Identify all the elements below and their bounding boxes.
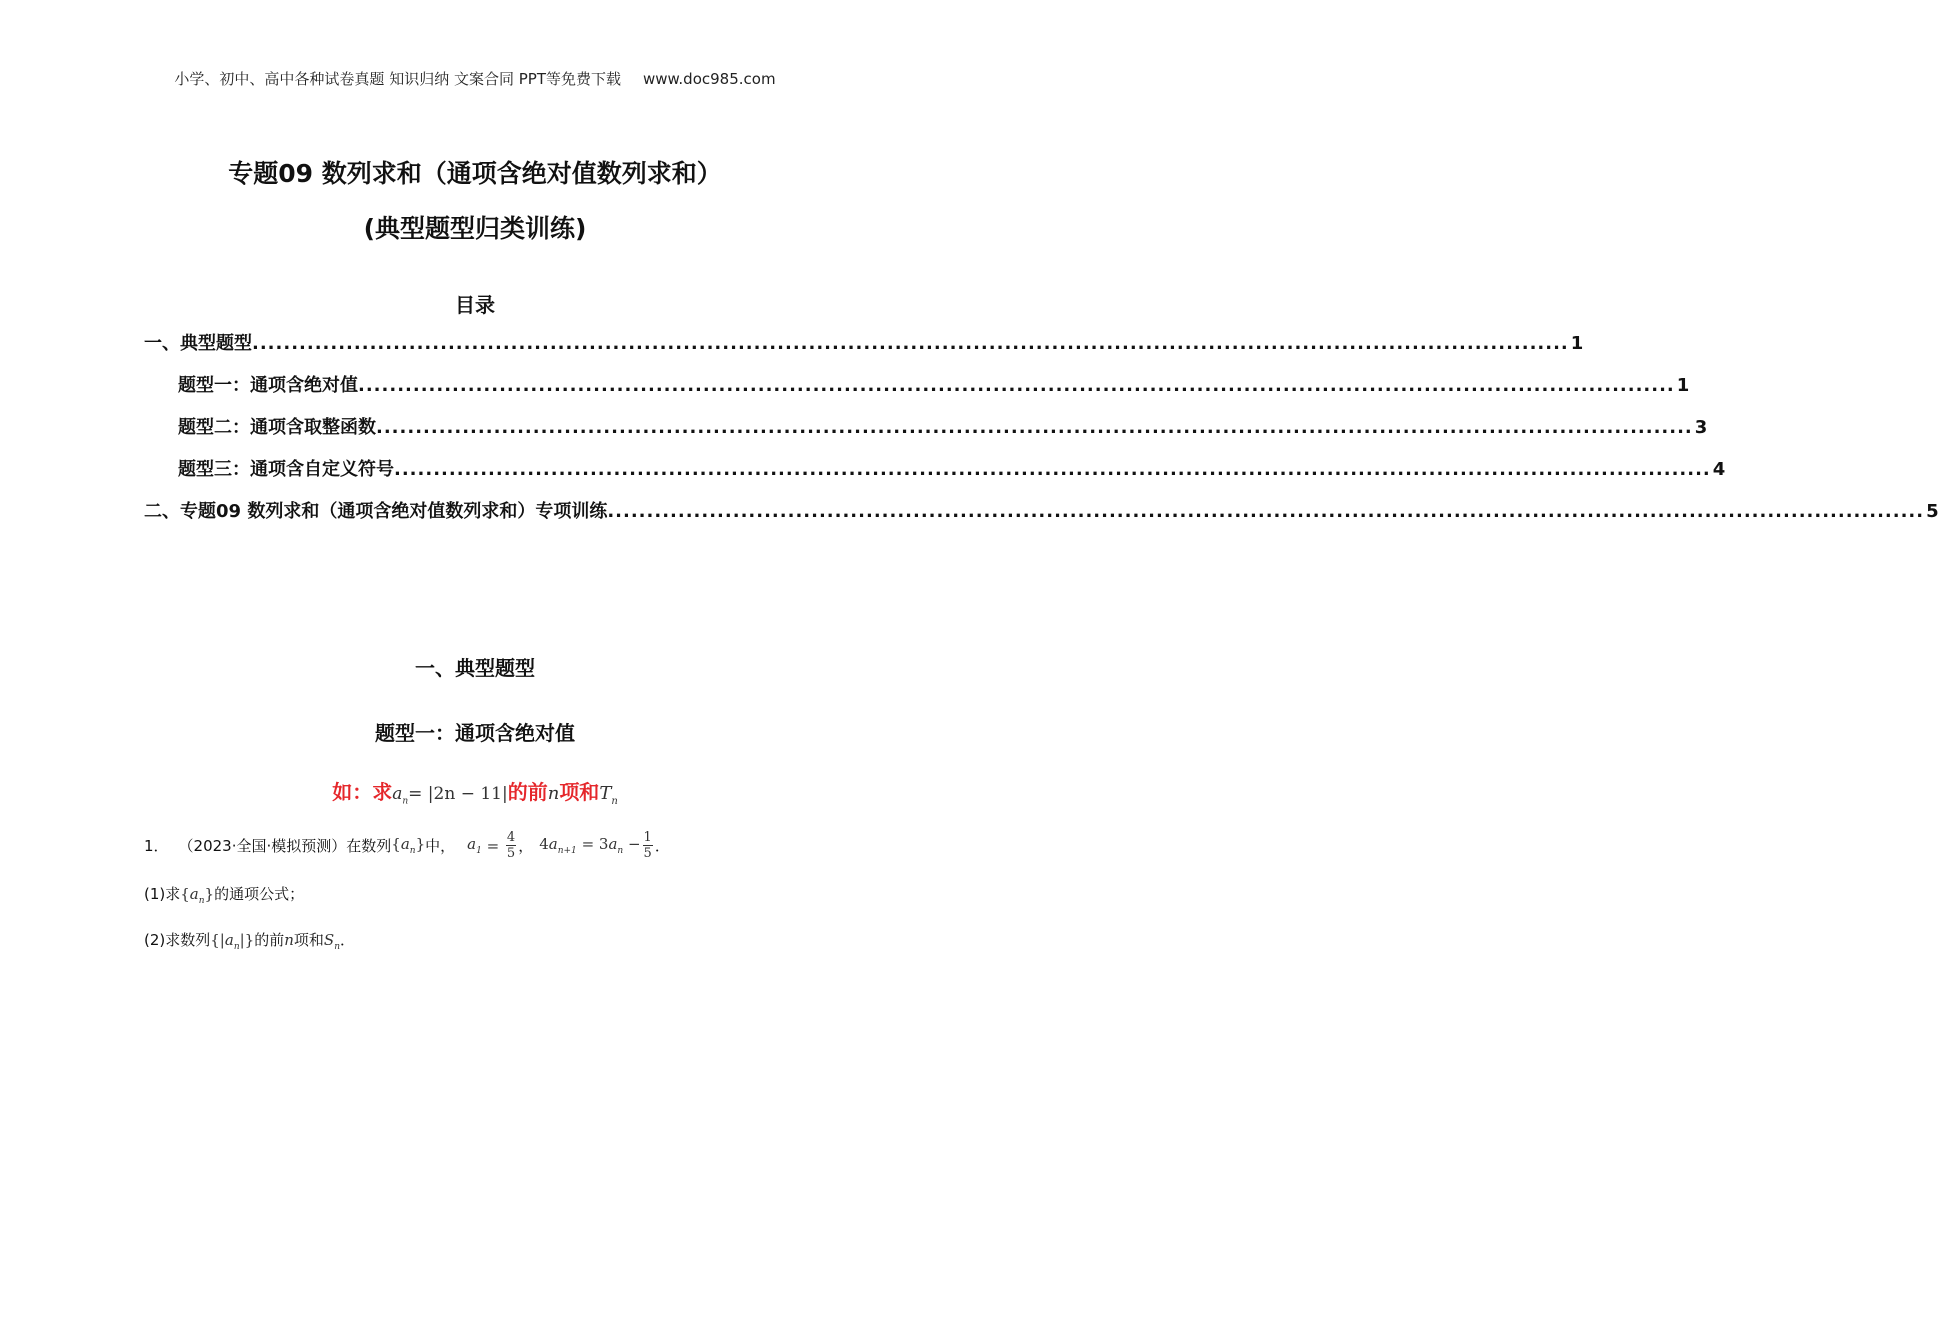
example-formula: = |2n − 11| xyxy=(408,784,508,804)
example-t: T xyxy=(599,783,612,804)
part2-mid: 的前 xyxy=(254,931,285,949)
header-text: 小学、初中、高中各种试卷真题 知识归纳 文案合同 PPT等免费下载 xyxy=(174,70,621,88)
example-suffix: 项和 xyxy=(559,780,600,804)
toc-item-type1[interactable] xyxy=(178,371,1690,397)
problem-1-part-1: (1)求$\{a_n\}$的通项公式； xyxy=(144,885,305,906)
fraction-recurrence: $\frac{1}{5}$ xyxy=(643,830,652,861)
toc-item-typical[interactable] xyxy=(144,329,1584,355)
page-header xyxy=(0,68,950,89)
example-mid: 的前 xyxy=(507,780,548,804)
problem-source: （2023·全国·模拟预测）在数列 xyxy=(178,837,392,855)
example-n: n xyxy=(547,783,560,804)
part2-s: S xyxy=(323,931,335,949)
toc-leader: ........................................................................................................................................................................ xyxy=(394,459,1711,480)
toc-item-label: 题型一：通项含绝对值 xyxy=(178,375,358,396)
toc-item-training[interactable] xyxy=(144,497,1939,523)
toc-heading: 目录 xyxy=(455,293,495,317)
toc-item-page: 4 xyxy=(1712,459,1726,480)
part1-suffix: 的通项公式； xyxy=(214,885,305,903)
toc-leader: ........................................................................................................................................................................ xyxy=(607,501,1925,522)
doc-title-line1: 专题09 数列求和（通项含绝对值数列求和） xyxy=(228,159,722,188)
toc-item-page: 5 xyxy=(1926,501,1939,522)
toc-item-page: 1 xyxy=(1676,375,1690,396)
header-site: www.doc985.com xyxy=(642,70,776,88)
problem-1-stem: 1． （2023·全国·模拟预测）在数列 $\{a_n\}$ 中， $a_1$ = $\frac{4}{5}$ ， $4a_{n+1} = 3a_n$ − $\frac{1}{5}$ ． xyxy=(144,830,670,861)
example-prefix: 如：求 xyxy=(332,780,393,804)
toc-item-label: 一、典型题型 xyxy=(144,333,252,354)
toc-item-label: 题型三：通项含自定义符号 xyxy=(178,459,394,480)
doc-title-line2: (典型题型归类训练) xyxy=(363,214,587,243)
part2-n: n xyxy=(284,931,294,949)
toc-item-label: 题型二：通项含取整函数 xyxy=(178,417,376,438)
section-subheading: 题型一：通项含绝对值 xyxy=(375,721,575,745)
part2-prefix: (2)求数列 xyxy=(144,931,211,949)
problem-number: 1． xyxy=(144,837,169,855)
part2-tail: 项和 xyxy=(293,931,324,949)
problem-1-part-2: (2)求数列$\{|a_n|\}$的前n项和$S_n$． xyxy=(144,931,356,952)
example-line: 如：求$a_n= |2n - 11|$的前n项和$T_n$ xyxy=(332,780,618,807)
toc-item-type2[interactable] xyxy=(178,413,1708,439)
toc-leader: ........................................................................................................................................................................ xyxy=(252,333,1569,354)
section-heading: 一、典型题型 xyxy=(415,656,535,680)
toc-item-page: 3 xyxy=(1694,417,1708,438)
toc-item-label: 二、专题09 数列求和（通项含绝对值数列求和）专项训练 xyxy=(144,501,608,522)
problem-mid: 中， xyxy=(425,837,456,855)
toc-leader: ........................................................................................................................................................................ xyxy=(376,417,1693,438)
toc-item-type3[interactable] xyxy=(178,455,1726,481)
toc-item-page: 1 xyxy=(1570,333,1584,354)
toc-leader: ........................................................................................................................................................................ xyxy=(358,375,1675,396)
part1-prefix: (1)求 xyxy=(144,885,181,903)
fraction-a1: $\frac{4}{5}$ xyxy=(506,830,516,861)
